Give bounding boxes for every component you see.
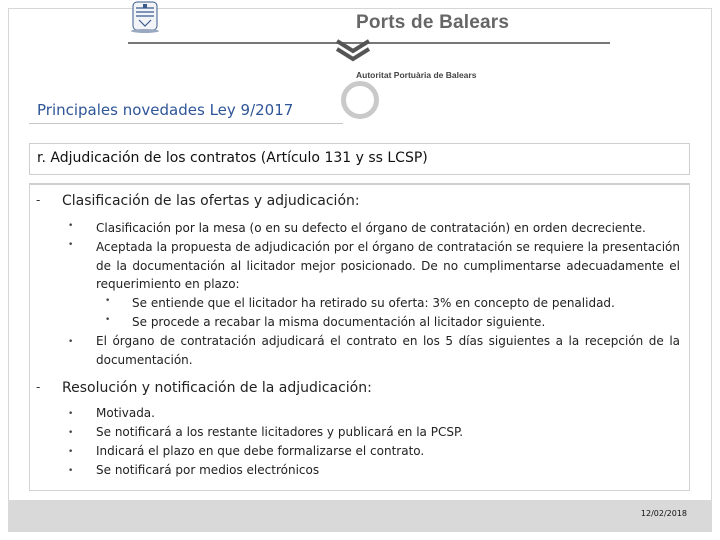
section-heading: Resolución y notificación de la adjudicación:	[62, 380, 372, 396]
title-underline	[29, 123, 343, 124]
brand-title: Ports de Balears	[356, 12, 510, 33]
ports-crest-logo	[127, 0, 163, 34]
section-heading: Clasificación de las ofertas y adjudicación:	[62, 193, 360, 209]
brand-subtitle: Autoritat Portuària de Balears	[356, 70, 477, 80]
sub-list-item: Se procede a recabar la misma documentación al licitador siguiente.	[132, 315, 546, 329]
bullet-icon: •	[68, 428, 74, 438]
list-item: Motivada.	[96, 406, 155, 420]
bullet-icon: •	[68, 409, 74, 419]
list-item: Se notificará por medios electrónicos	[96, 463, 320, 477]
bullet-icon: •	[68, 466, 74, 476]
content-panel	[29, 183, 690, 491]
ports-wave-logo-icon	[333, 37, 373, 63]
list-item: El órgano de contratación adjudicará el contrato en los 5 días siguientes a la recepción de la documentación.	[96, 334, 680, 367]
bullet-icon: •	[68, 337, 74, 347]
footer-date: 12/02/2018	[640, 509, 687, 518]
bullet-icon: •	[68, 221, 74, 231]
list-item: Indicará el plazo en que debe formalizarse el contrato.	[96, 444, 425, 458]
sub-list-item: Se entiende que el licitador ha retirado su oferta: 3% en concepto de penalidad.	[132, 296, 615, 310]
topic-box	[29, 143, 690, 175]
footer-bar	[8, 500, 712, 532]
list-item: Clasificación por la mesa (o en su defecto el órgano de contratación) en orden decreciente.	[96, 221, 646, 235]
topic-title: r. Adjudicación de los contratos (Artículo 131 y ss LCSP)	[37, 150, 428, 166]
bullet-icon: •	[68, 447, 74, 457]
section-dash: -	[36, 193, 41, 207]
sub-bullet-icon: •	[105, 296, 111, 306]
sub-bullet-icon: •	[105, 315, 111, 325]
list-item: Se notificará a los restante licitadores y publicará en la PCSP.	[96, 425, 464, 439]
page-title: Principales novedades Ley 9/2017	[37, 101, 294, 119]
section-dash: -	[36, 380, 41, 394]
ring-decoration	[341, 81, 379, 119]
bullet-icon: •	[68, 240, 74, 250]
list-item: Aceptada la propuesta de adjudicación por el órgano de contratación se requiere la presentación de la documentación al licitador mejor posicionado. De no cumplimentarse adecuadamente el requerimiento en plazo:	[96, 240, 680, 292]
